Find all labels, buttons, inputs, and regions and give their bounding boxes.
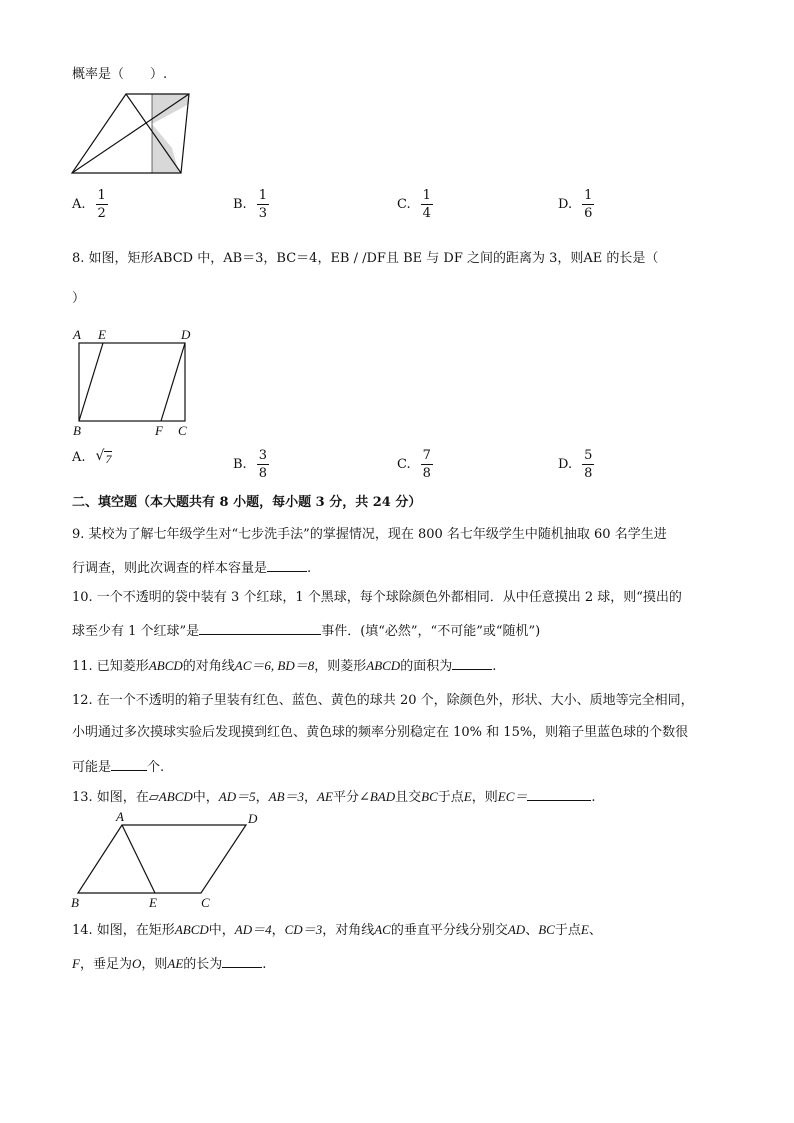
q8-label-b: B [73, 423, 81, 438]
q7-option-b: B. $\frac{1}{3}$ [233, 188, 267, 221]
q13-label-e: E [149, 895, 157, 910]
q8-label-f: F [155, 423, 163, 438]
q8-stem-line2: ） [72, 291, 86, 306]
q8-label-d: D [181, 327, 191, 342]
q7-shaded-region [152, 94, 189, 124]
q8-option-c-fraction: $\frac{7}{8}$ [422, 448, 431, 481]
q14-line2: F，垂足为O，则AE的长为 . [72, 953, 266, 974]
q9-line2: 行调查，则此次调查的样本容量是 . [72, 557, 311, 578]
q7-option-b-fraction: $\frac{1}{3}$ [258, 188, 267, 221]
q7-option-d: D. $\frac{1}{6}$ [558, 188, 593, 221]
q8-option-c: C. $\frac{7}{8}$ [397, 448, 431, 481]
q14-line1: 14. 如图，在矩形ABCD中，AD＝4，CD＝3，对角线AC的垂直平分线分别交AD、BC于点E、 [72, 922, 602, 938]
q13-label-d: D [248, 811, 258, 826]
q13-answer-blank [527, 786, 591, 801]
q13-line: 13. 如图，在▱ABCD中，AD＝5，AB＝3，AE平分∠BAD且交BC于点E，则EC＝ . [72, 786, 596, 807]
q9-answer-blank [267, 557, 307, 572]
q8-option-b: B. $\frac{3}{8}$ [233, 448, 267, 481]
q8-option-a-sqrt: √ 7 [95, 448, 112, 466]
q13-figure [68, 808, 268, 912]
q13-label-b: B [71, 895, 79, 910]
q13-label-a: A [116, 809, 124, 824]
q8-label-e: E [98, 327, 106, 342]
q7-option-a: A. $\frac{1}{2}$ [72, 188, 106, 221]
q8-segment-df [161, 343, 185, 421]
q14-answer-blank [222, 953, 262, 968]
q8-rectangle [79, 343, 185, 421]
section-title: 二、填空题（本大题共有 8 小题，每小题 3 分，共 24 分） [72, 495, 422, 510]
q8-stem-line1: 8. 如图，矩形ABCD 中，AB＝3，BC＝4，EB / /DF且 BE 与 DF 之间的距离为 3，则AE 的长是（ [72, 251, 659, 266]
q8-option-d: D. $\frac{5}{8}$ [558, 448, 593, 481]
q10-line1: 10. 一个不透明的袋中装有 3 个红球，1 个黑球，每个球除颜色外都相同．从中任意摸出 2 球，则“摸出的 [72, 590, 682, 605]
q7-option-d-fraction: $\frac{1}{6}$ [584, 188, 593, 221]
q7-tail: 概率是（ ）. [72, 67, 168, 82]
q8-option-d-fraction: $\frac{5}{8}$ [584, 448, 593, 481]
q12-line3: 可能是 个. [72, 756, 164, 777]
q8-option-b-fraction: $\frac{3}{8}$ [258, 448, 267, 481]
q7-option-c-fraction: $\frac{1}{4}$ [422, 188, 431, 221]
q7-figure [70, 90, 215, 178]
q8-label-a: A [73, 327, 81, 342]
q13-segment-ae [122, 825, 155, 893]
q8-label-c: C [178, 423, 187, 438]
q11-line: 11. 已知菱形ABCD的对角线AC＝6, BD＝8，则菱形ABCD的面积为 . [72, 655, 496, 676]
q13-parallelogram [78, 825, 246, 893]
q8-option-a: A. √ 7 [72, 448, 112, 466]
q11-answer-blank [452, 655, 492, 670]
q8-figure [70, 326, 200, 441]
q10-line2: 球至少有 1 个红球”是 事件．(填“必然”，“不可能”或“随机”) [72, 620, 540, 641]
q7-option-a-fraction: $\frac{1}{2}$ [97, 188, 106, 221]
q13-label-c: C [201, 895, 210, 910]
q10-answer-blank [199, 620, 321, 635]
q8-segment-be [79, 343, 103, 421]
q12-line2: 小明通过多次摸球实验后发现摸到红色、黄色球的频率分别稳定在 10% 和 15%，则箱子里蓝色球的个数很 [72, 725, 689, 740]
q12-line1: 12. 在一个不透明的箱子里装有红色、蓝色、黄色的球共 20 个，除颜色外，形状、大小、质地等完全相同， [72, 693, 694, 708]
q9-line1: 9. 某校为了解七年级学生对“七步洗手法”的掌握情况，现在 800 名七年级学生中随机抽取 60 名学生进 [72, 527, 667, 542]
q12-answer-blank [111, 756, 147, 771]
q7-option-c: C. $\frac{1}{4}$ [397, 188, 431, 221]
